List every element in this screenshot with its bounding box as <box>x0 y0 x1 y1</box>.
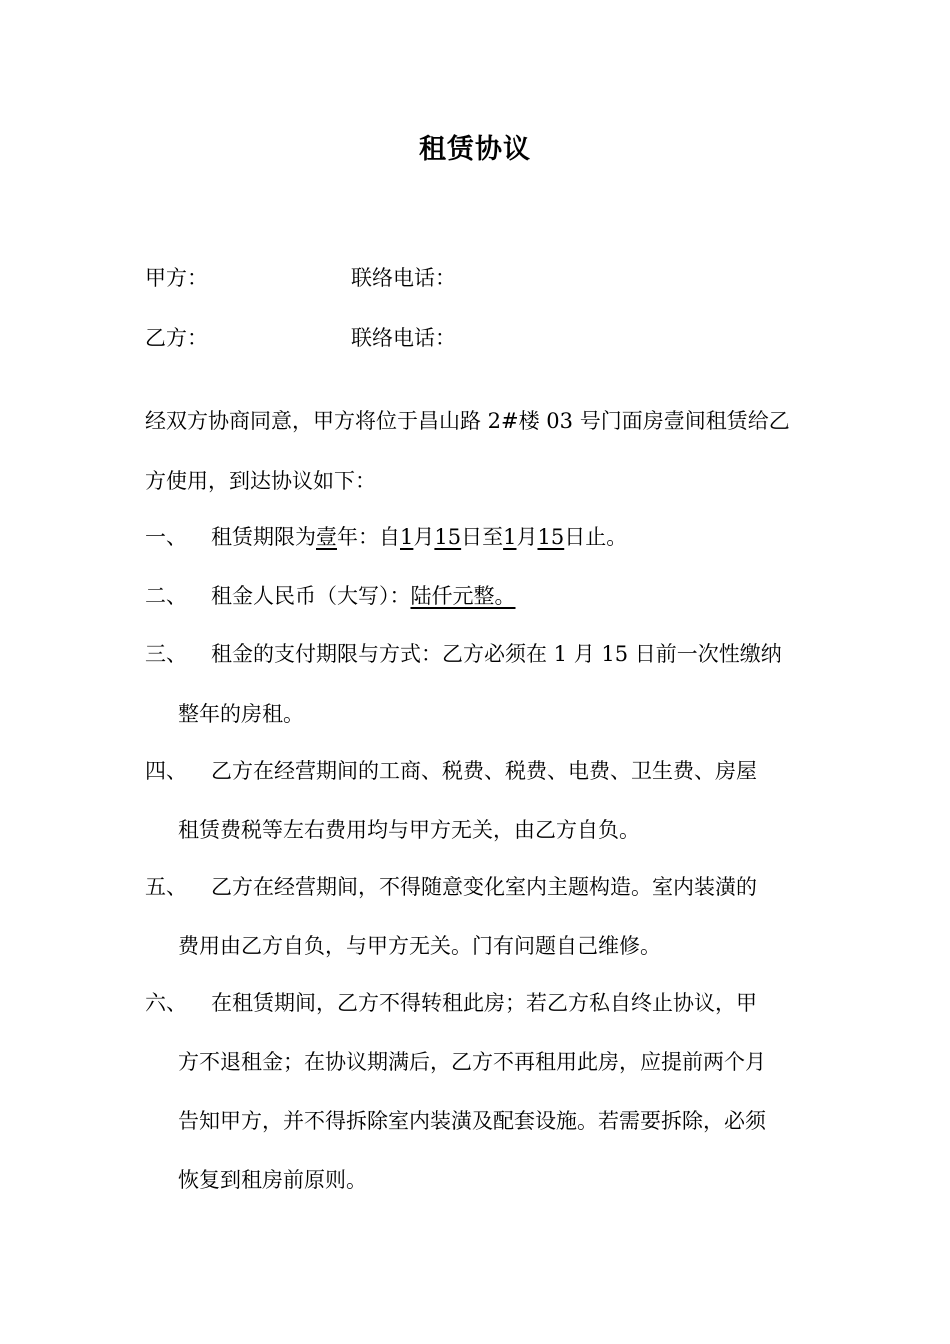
clause-3-line-1: 租金的支付期限与方式：乙方必须在 1 月 15 日前一次性缴纳 <box>211 642 782 666</box>
party-b-label: 乙方： <box>145 326 208 350</box>
clause-4-number: 四、 <box>145 759 187 783</box>
clause-5-line-1: 乙方在经营期间，不得随意变化室内主题构造。室内装潢的 <box>211 875 757 899</box>
clause-2-text <box>211 581 516 611</box>
clause-5-number: 五、 <box>145 875 187 899</box>
clause-1-part: 日止。 <box>564 525 628 549</box>
clause-1-part: 月 <box>516 525 538 549</box>
end-month-value: 1 <box>503 525 517 549</box>
start-day-value: 15 <box>434 525 462 549</box>
rent-amount-value: 陆仟元整。 <box>410 584 516 608</box>
clause-6-number: 六、 <box>145 991 187 1015</box>
clause-6-line-4: 恢复到租房前原则。 <box>178 1168 367 1192</box>
clause-2-part: 租金人民币（大写）： <box>211 584 411 608</box>
clause-1-part: 租赁期限为 <box>211 525 316 549</box>
clause-4-line-1: 乙方在经营期间的工商、税费、税费、电费、卫生费、房屋 <box>211 759 757 783</box>
start-month-value: 1 <box>400 525 414 549</box>
party-a-label: 甲方： <box>145 266 208 290</box>
clause-1-part: 日至 <box>461 525 504 549</box>
clause-2-number: 二、 <box>145 584 187 608</box>
party-b-phone-label: 联络电话： <box>351 326 456 350</box>
document-title: 租赁协议 <box>419 134 531 165</box>
clause-1-text <box>211 522 627 552</box>
clause-5-line-2: 费用由乙方自负，与甲方无关。门有问题自己维修。 <box>178 934 661 958</box>
end-day-value: 15 <box>537 525 565 549</box>
clause-6-line-3: 告知甲方，并不得拆除室内装潢及配套设施。若需要拆除，必须 <box>178 1109 766 1133</box>
clause-4-line-2: 租赁费税等左右费用均与甲方无关，由乙方自负。 <box>178 818 640 842</box>
party-a-phone-label: 联络电话： <box>351 266 456 290</box>
intro-line-2: 方使用，到达协议如下： <box>145 469 376 493</box>
intro-line-1: 经双方协商同意，甲方将位于昌山路 2#楼 03 号门面房壹间租赁给乙 <box>145 409 790 433</box>
clause-6-line-2: 方不退租金；在协议期满后，乙方不再租用此房，应提前两个月 <box>178 1050 766 1074</box>
clause-1-number: 一、 <box>145 525 187 549</box>
clause-6-line-1: 在租赁期间，乙方不得转租此房；若乙方私自终止协议，甲 <box>211 991 757 1015</box>
clause-3-line-2: 整年的房租。 <box>178 702 304 726</box>
clause-3-number: 三、 <box>145 642 187 666</box>
clause-1-part: 年：自 <box>337 525 400 549</box>
lease-years-value: 壹 <box>316 525 337 549</box>
clause-1-part: 月 <box>413 525 435 549</box>
